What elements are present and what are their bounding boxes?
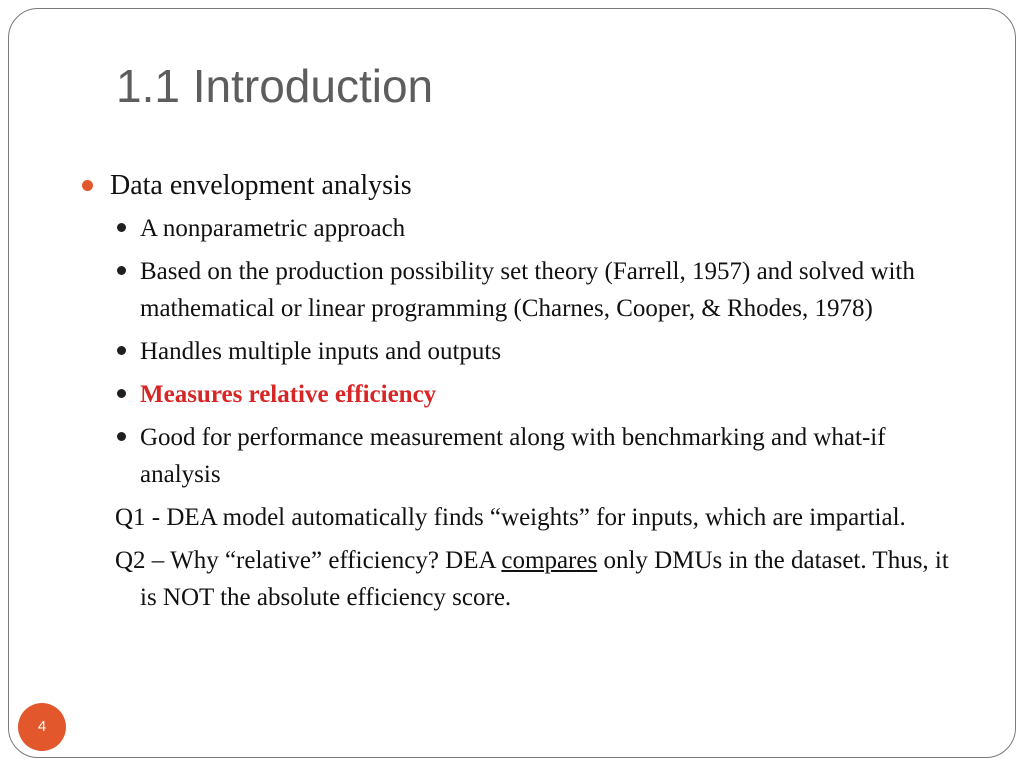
page-number-badge: 4 — [18, 703, 66, 751]
bullet-main-text: Data envelopment analysis — [110, 170, 412, 201]
bullet-sub-3 — [110, 333, 960, 370]
bullet-sub-text-highlighted: Measures relative efficiency — [140, 381, 437, 408]
bullet-sub-text: Good for performance measurement along with benchmarking and what-if analysis — [140, 424, 886, 488]
bullet-sub-2 — [110, 253, 960, 327]
question-2-text-start: Q2 – Why “relative” efficiency? DEA — [115, 547, 502, 574]
bullet-sub-text: A nonparametric approach — [140, 215, 406, 242]
bullet-dot-icon — [117, 266, 126, 275]
bullet-dot-icon — [117, 223, 126, 232]
question-1: Q1 - DEA model automatically finds “weights” for inputs, which are impartial. — [115, 504, 906, 531]
slide-title: 1.1 Introduction — [116, 60, 434, 112]
question-2 — [115, 542, 960, 616]
bullet-sub-text: Based on the production possibility set theory (Farrell, 1957) and solved with mathematical or linear programming (Charnes, Cooper, & Rhodes, 1978) — [140, 258, 915, 322]
bullet-main — [80, 166, 960, 206]
slide-body — [80, 166, 960, 622]
bullet-dot-icon — [117, 389, 126, 398]
question-2-text-end: only DMUs in the dataset. Thus, it is NOT the absolute efficiency score. — [140, 547, 949, 611]
bullet-sub-text: Handles multiple inputs and outputs — [140, 338, 502, 365]
bullet-sub-1 — [110, 210, 960, 247]
bullet-sub-5 — [110, 419, 960, 493]
bullet-dot-icon — [117, 432, 126, 441]
bullet-dot-icon — [117, 346, 126, 355]
bullet-sub-4 — [110, 376, 960, 413]
question-2-underlined-word: compares — [501, 547, 598, 574]
bullet-dot-icon — [82, 180, 93, 191]
